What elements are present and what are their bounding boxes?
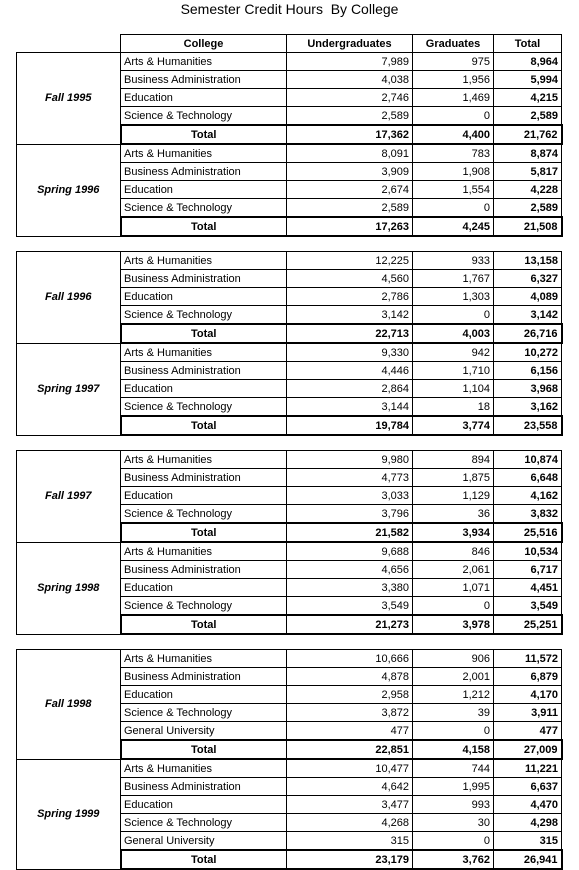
- graduates-cell: 2,001: [413, 668, 494, 686]
- graduates-cell: 0: [413, 832, 494, 851]
- college-cell: Science & Technology: [121, 505, 287, 524]
- total-cell: 4,451: [494, 579, 562, 597]
- graduates-cell: 1,908: [413, 163, 494, 181]
- graduates-cell: 30: [413, 814, 494, 832]
- college-cell: Science & Technology: [121, 597, 287, 616]
- header-row: [17, 35, 562, 53]
- total-cell: 11,572: [494, 650, 562, 668]
- graduates-cell: 1,212: [413, 686, 494, 704]
- page-title: Semester Credit Hours By College: [180, 1, 399, 17]
- term-total-label: Total: [121, 125, 287, 144]
- undergraduates-cell: 3,144: [287, 398, 413, 417]
- group-spacer: [17, 435, 562, 451]
- term-total-total: 26,941: [494, 850, 562, 869]
- total-cell: 4,170: [494, 686, 562, 704]
- college-cell: Science & Technology: [121, 814, 287, 832]
- term-total-graduates: 3,774: [413, 416, 494, 435]
- college-cell: Business Administration: [121, 561, 287, 579]
- undergraduates-cell: 10,666: [287, 650, 413, 668]
- undergraduates-cell: 12,225: [287, 252, 413, 270]
- total-cell: 4,089: [494, 288, 562, 306]
- group-spacer-cell: [17, 634, 562, 650]
- total-cell: 477: [494, 722, 562, 741]
- undergraduates-cell: 3,796: [287, 505, 413, 524]
- total-cell: 4,215: [494, 89, 562, 107]
- total-cell: 3,142: [494, 306, 562, 325]
- college-cell: Business Administration: [121, 668, 287, 686]
- term-total-label: Total: [121, 217, 287, 236]
- total-cell: 315: [494, 832, 562, 851]
- college-cell: Business Administration: [121, 362, 287, 380]
- college-cell: Education: [121, 181, 287, 199]
- table-row: [17, 144, 562, 163]
- term-label: Fall 1995: [17, 53, 121, 145]
- header-graduates: Graduates: [413, 35, 494, 53]
- undergraduates-cell: 9,330: [287, 343, 413, 362]
- table-row: [17, 451, 562, 469]
- group-spacer-cell: [17, 236, 562, 252]
- undergraduates-cell: 2,746: [287, 89, 413, 107]
- college-cell: Arts & Humanities: [121, 542, 287, 561]
- term-total-graduates: 4,158: [413, 740, 494, 759]
- total-cell: 10,874: [494, 451, 562, 469]
- term-total-total: 25,516: [494, 523, 562, 542]
- term-total-undergraduates: 23,179: [287, 850, 413, 869]
- total-cell: 10,272: [494, 343, 562, 362]
- term-label: Spring 1999: [17, 759, 121, 869]
- total-cell: 4,228: [494, 181, 562, 199]
- graduates-cell: 18: [413, 398, 494, 417]
- college-cell: Arts & Humanities: [121, 451, 287, 469]
- graduates-cell: 783: [413, 144, 494, 163]
- term-label: Fall 1996: [17, 252, 121, 344]
- undergraduates-cell: 3,380: [287, 579, 413, 597]
- table-body: [17, 35, 562, 870]
- term-label: Fall 1998: [17, 650, 121, 760]
- undergraduates-cell: 2,864: [287, 380, 413, 398]
- term-total-total: 23,558: [494, 416, 562, 435]
- term-label: Fall 1997: [17, 451, 121, 543]
- term-total-total: 27,009: [494, 740, 562, 759]
- graduates-cell: 1,875: [413, 469, 494, 487]
- college-cell: Science & Technology: [121, 107, 287, 126]
- college-cell: Education: [121, 380, 287, 398]
- college-cell: Business Administration: [121, 778, 287, 796]
- undergraduates-cell: 4,878: [287, 668, 413, 686]
- term-total-total: 25,251: [494, 615, 562, 634]
- graduates-cell: 39: [413, 704, 494, 722]
- graduates-cell: 894: [413, 451, 494, 469]
- undergraduates-cell: 477: [287, 722, 413, 741]
- total-cell: 4,470: [494, 796, 562, 814]
- group-spacer: [17, 236, 562, 252]
- college-cell: Education: [121, 487, 287, 505]
- total-cell: 4,298: [494, 814, 562, 832]
- graduates-cell: 0: [413, 597, 494, 616]
- header-undergraduates: Undergraduates: [287, 35, 413, 53]
- term-total-label: Total: [121, 850, 287, 869]
- term-label: Spring 1998: [17, 542, 121, 634]
- table-row: [17, 343, 562, 362]
- graduates-cell: 942: [413, 343, 494, 362]
- college-cell: Business Administration: [121, 270, 287, 288]
- undergraduates-cell: 10,477: [287, 759, 413, 778]
- total-cell: 5,817: [494, 163, 562, 181]
- term-total-undergraduates: 21,582: [287, 523, 413, 542]
- graduates-cell: 1,767: [413, 270, 494, 288]
- undergraduates-cell: 3,142: [287, 306, 413, 325]
- graduates-cell: 2,061: [413, 561, 494, 579]
- college-cell: Education: [121, 796, 287, 814]
- graduates-cell: 0: [413, 199, 494, 218]
- graduates-cell: 1,303: [413, 288, 494, 306]
- total-cell: 6,327: [494, 270, 562, 288]
- header-college: College: [121, 35, 287, 53]
- undergraduates-cell: 2,786: [287, 288, 413, 306]
- term-total-label: Total: [121, 615, 287, 634]
- undergraduates-cell: 4,642: [287, 778, 413, 796]
- table-row: [17, 53, 562, 71]
- graduates-cell: 1,554: [413, 181, 494, 199]
- college-cell: Education: [121, 579, 287, 597]
- undergraduates-cell: 3,872: [287, 704, 413, 722]
- undergraduates-cell: 4,268: [287, 814, 413, 832]
- college-cell: Business Administration: [121, 469, 287, 487]
- total-cell: 8,874: [494, 144, 562, 163]
- total-cell: 4,162: [494, 487, 562, 505]
- term-total-label: Total: [121, 324, 287, 343]
- college-cell: Education: [121, 288, 287, 306]
- college-cell: Science & Technology: [121, 704, 287, 722]
- term-total-undergraduates: 19,784: [287, 416, 413, 435]
- undergraduates-cell: 9,980: [287, 451, 413, 469]
- graduates-cell: 0: [413, 107, 494, 126]
- term-total-graduates: 3,978: [413, 615, 494, 634]
- graduates-cell: 975: [413, 53, 494, 71]
- undergraduates-cell: 2,674: [287, 181, 413, 199]
- college-cell: Arts & Humanities: [121, 53, 287, 71]
- term-total-label: Total: [121, 740, 287, 759]
- total-cell: 3,968: [494, 380, 562, 398]
- term-label: Spring 1997: [17, 343, 121, 435]
- graduates-cell: 0: [413, 306, 494, 325]
- college-cell: Education: [121, 686, 287, 704]
- college-cell: Education: [121, 89, 287, 107]
- graduates-cell: 36: [413, 505, 494, 524]
- total-cell: 6,717: [494, 561, 562, 579]
- term-total-graduates: 4,245: [413, 217, 494, 236]
- graduates-cell: 906: [413, 650, 494, 668]
- group-spacer: [17, 634, 562, 650]
- total-cell: 2,589: [494, 107, 562, 126]
- college-cell: General University: [121, 832, 287, 851]
- graduates-cell: 1,071: [413, 579, 494, 597]
- total-cell: 11,221: [494, 759, 562, 778]
- undergraduates-cell: 7,989: [287, 53, 413, 71]
- term-total-graduates: 4,400: [413, 125, 494, 144]
- undergraduates-cell: 8,091: [287, 144, 413, 163]
- total-cell: 2,589: [494, 199, 562, 218]
- college-cell: Arts & Humanities: [121, 759, 287, 778]
- term-total-undergraduates: 17,362: [287, 125, 413, 144]
- group-spacer-cell: [17, 435, 562, 451]
- undergraduates-cell: 4,038: [287, 71, 413, 89]
- term-total-label: Total: [121, 523, 287, 542]
- college-cell: Science & Technology: [121, 199, 287, 218]
- total-cell: 6,156: [494, 362, 562, 380]
- graduates-cell: 1,710: [413, 362, 494, 380]
- college-cell: Arts & Humanities: [121, 343, 287, 362]
- term-total-total: 26,716: [494, 324, 562, 343]
- undergraduates-cell: 4,560: [287, 270, 413, 288]
- term-total-graduates: 3,762: [413, 850, 494, 869]
- undergraduates-cell: 3,909: [287, 163, 413, 181]
- undergraduates-cell: 315: [287, 832, 413, 851]
- total-cell: 13,158: [494, 252, 562, 270]
- total-cell: 3,549: [494, 597, 562, 616]
- header-blank-cell: [17, 35, 121, 53]
- term-label: Spring 1996: [17, 144, 121, 236]
- table-row: [17, 759, 562, 778]
- header-total: Total: [494, 35, 562, 53]
- total-cell: 6,879: [494, 668, 562, 686]
- term-total-undergraduates: 17,263: [287, 217, 413, 236]
- table-row: [17, 542, 562, 561]
- total-cell: 6,637: [494, 778, 562, 796]
- undergraduates-cell: 3,549: [287, 597, 413, 616]
- term-total-undergraduates: 22,713: [287, 324, 413, 343]
- term-total-undergraduates: 22,851: [287, 740, 413, 759]
- graduates-cell: 846: [413, 542, 494, 561]
- term-total-label: Total: [121, 416, 287, 435]
- term-total-graduates: 4,003: [413, 324, 494, 343]
- term-total-graduates: 3,934: [413, 523, 494, 542]
- table-row: [17, 252, 562, 270]
- graduates-cell: 1,104: [413, 380, 494, 398]
- graduates-cell: 1,956: [413, 71, 494, 89]
- college-cell: Arts & Humanities: [121, 252, 287, 270]
- term-total-total: 21,508: [494, 217, 562, 236]
- total-cell: 6,648: [494, 469, 562, 487]
- college-cell: Arts & Humanities: [121, 144, 287, 163]
- undergraduates-cell: 9,688: [287, 542, 413, 561]
- total-cell: 3,832: [494, 505, 562, 524]
- college-cell: Science & Technology: [121, 306, 287, 325]
- term-total-undergraduates: 21,273: [287, 615, 413, 634]
- graduates-cell: 933: [413, 252, 494, 270]
- total-cell: 10,534: [494, 542, 562, 561]
- undergraduates-cell: 4,773: [287, 469, 413, 487]
- credit-hours-table: [16, 34, 563, 870]
- college-cell: General University: [121, 722, 287, 741]
- college-cell: Business Administration: [121, 71, 287, 89]
- graduates-cell: 0: [413, 722, 494, 741]
- college-cell: Arts & Humanities: [121, 650, 287, 668]
- undergraduates-cell: 3,477: [287, 796, 413, 814]
- undergraduates-cell: 4,446: [287, 362, 413, 380]
- term-total-total: 21,762: [494, 125, 562, 144]
- undergraduates-cell: 3,033: [287, 487, 413, 505]
- total-cell: 8,964: [494, 53, 562, 71]
- undergraduates-cell: 2,589: [287, 199, 413, 218]
- undergraduates-cell: 4,656: [287, 561, 413, 579]
- college-cell: Business Administration: [121, 163, 287, 181]
- graduates-cell: 1,129: [413, 487, 494, 505]
- graduates-cell: 1,995: [413, 778, 494, 796]
- table-row: [17, 650, 562, 668]
- undergraduates-cell: 2,589: [287, 107, 413, 126]
- total-cell: 5,994: [494, 71, 562, 89]
- total-cell: 3,162: [494, 398, 562, 417]
- college-cell: Science & Technology: [121, 398, 287, 417]
- graduates-cell: 993: [413, 796, 494, 814]
- graduates-cell: 744: [413, 759, 494, 778]
- graduates-cell: 1,469: [413, 89, 494, 107]
- total-cell: 3,911: [494, 704, 562, 722]
- undergraduates-cell: 2,958: [287, 686, 413, 704]
